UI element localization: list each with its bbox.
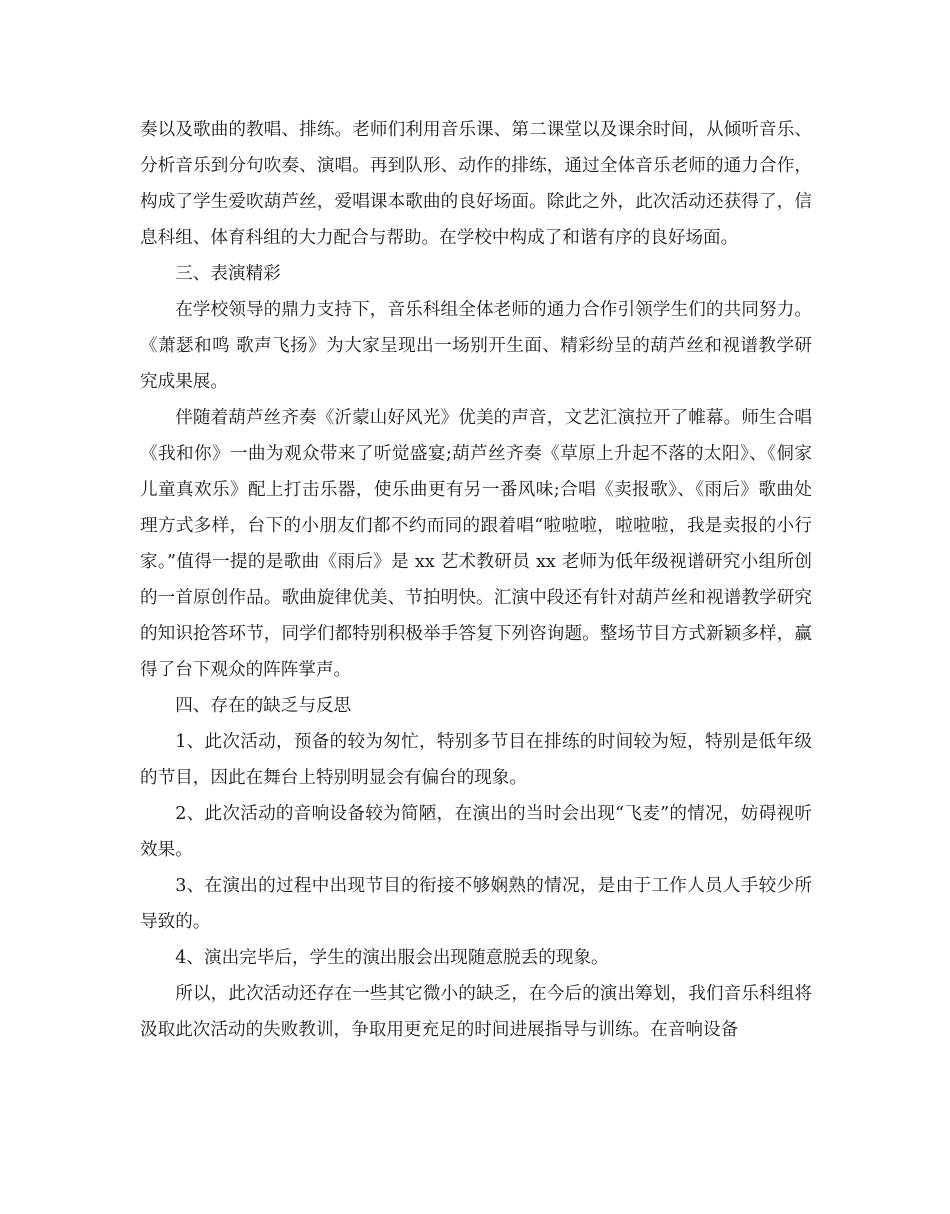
list-item-shortcoming-4: 4、演出完毕后，学生的演出服会出现随意脱丢的现象。 bbox=[175, 948, 609, 968]
paragraph-performance-details: 伴随着葫芦丝齐奏《沂蒙山好风光》优美的声音，文艺汇演拉开了帷幕。师生合唱《我和你》一曲为观众带来了听觉盛宴;葫芦丝齐奏《草原上升起不落的太阳》、《侗家儿童真欢乐》配上打击乐器，使乐曲更有另一番风味;合唱《卖报歌》、《雨后》歌曲处理方式多样，台下的小朋友们都不约而同的跟着唱“啦啦啦，啦啦啦，我是卖报的小行家。”值得一提的是歌曲《雨后》是 xx 艺术教研员 xx 老师为低年级视谱研究小组所创的一首原创作品。歌曲旋律优美、节拍明快。汇演中段还有针对葫芦丝和视谱教学研究的知识抢答环节，同学们都特别积极举手答复下列咨询题。整场节目方式新颖多样，赢得了台下观众的阵阵掌声。 bbox=[140, 408, 812, 680]
list-item-shortcoming-3: 3、在演出的过程中出现节目的衔接不够娴熟的情况，是由于工作人员人手较少所导致的。 bbox=[140, 876, 812, 932]
document-body bbox=[140, 112, 812, 1048]
section-heading-shortcomings: 四、存在的缺乏与反思 bbox=[175, 696, 352, 716]
paragraph-rehearsal: 奏以及歌曲的教唱、排练。老师们利用音乐课、第二课堂以及课余时间，从倾听音乐、分析音乐到分句吹奏、演唱。再到队形、动作的排练，通过全体音乐老师的通力合作，构成了学生爱吹葫芦丝，爱唱课本歌曲的良好场面。除此之外，此次活动还获得了，信息科组、体育科组的大力配合与帮助。在学校中构成了和谐有序的良好场面。 bbox=[140, 120, 812, 248]
paragraph-conclusion: 所以，此次活动还存在一些其它微小的缺乏，在今后的演出筹划，我们音乐科组将汲取此次活动的失败教训，争取用更充足的时间进展指导与训练。在音响设备 bbox=[140, 984, 812, 1040]
list-item-shortcoming-2: 2、此次活动的音响设备较为简陋，在演出的当时会出现“飞麦”的情况，妨碍视听效果。 bbox=[140, 804, 812, 860]
list-item-shortcoming-1: 1、此次活动，预备的较为匆忙，特别多节目在排练的时间较为短，特别是低年级的节目，因此在舞台上特别明显会有偏台的现象。 bbox=[140, 732, 812, 788]
paragraph-leadership-support: 在学校领导的鼎力支持下，音乐科组全体老师的通力合作引领学生们的共同努力。《萧瑟和鸣 歌声飞扬》为大家呈现出一场别开生面、精彩纷呈的葫芦丝和视谱教学研究成果展。 bbox=[140, 300, 812, 392]
section-heading-performance: 三、表演精彩 bbox=[175, 264, 281, 284]
